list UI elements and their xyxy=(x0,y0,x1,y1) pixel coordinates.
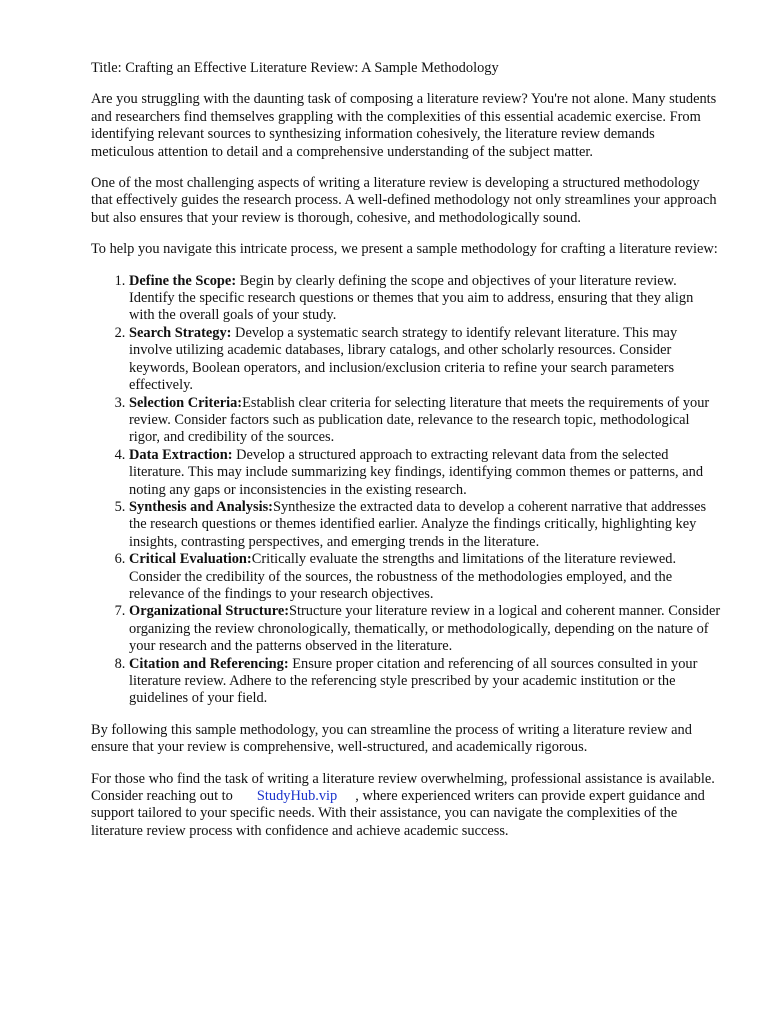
list-item xyxy=(129,325,721,395)
step-text: Synthesize the extracted data to develop a coherent narrative that addresses the research questions or themes identified earlier. Analyze the findings critically, highlighting key insights, contrasting perspectives, and emerging trends in the literature. xyxy=(129,498,707,550)
list-item xyxy=(129,656,721,708)
list-item xyxy=(129,499,721,551)
step-text: Establish clear criteria for selecting literature that meets the requirements of your review. Consider factors such as publication date, relevance to the research topic, methodological rigor, and credibility of the sources. xyxy=(129,394,710,446)
closing-text-after-link: , where experienced writers can provide expert guidance and support tailored to your specific needs. With their assistance, you can navigate the complexities of the literature review process with confidence and achieve academic success. xyxy=(91,788,705,839)
lead-in-paragraph: To help you navigate this intricate process, we present a sample methodology for crafting a literature review: xyxy=(91,241,718,258)
step-text: Critically evaluate the strengths and limitations of the literature reviewed. Consider the credibility of the sources, the robustness of the methodologies employed, and the relevance of the findings to your research objectives. xyxy=(129,551,677,602)
document-title: Title: Crafting an Effective Literature Review: A Sample Methodology xyxy=(91,60,499,76)
step-title: Citation and Referencing: xyxy=(129,655,289,672)
step-title: Data Extraction: xyxy=(129,446,233,463)
studyhub-link[interactable]: StudyHub.vip xyxy=(256,788,338,805)
conclusion-paragraph: By following this sample methodology, you can streamline the process of writing a literature review and ensure that your review is comprehensive, well-structured, and academically rigorous. xyxy=(91,721,692,756)
step-title: Synthesis and Analysis: xyxy=(129,498,273,515)
step-title: Selection Criteria: xyxy=(129,394,243,411)
methodology-steps-list xyxy=(91,273,721,708)
list-item xyxy=(129,447,721,499)
step-text: Develop a systematic search strategy to identify relevant literature. This may involve utilizing academic databases, library catalogs, and other scholarly resources. Consider keywords, Boolean operators, and inclusion/exclusion criteria to refine your search parameters effectively. xyxy=(129,324,678,394)
document-page xyxy=(91,60,721,854)
list-item xyxy=(129,273,721,325)
list-item xyxy=(129,551,721,603)
list-item xyxy=(129,603,721,655)
methodology-paragraph: One of the most challenging aspects of writing a literature review is developing a structured methodology that effectively guides the research process. A well-defined methodology not only streamlines your approach but also ensures that your review is thorough, cohesive, and methodologically sound. xyxy=(91,175,717,226)
step-title: Critical Evaluation: xyxy=(129,551,252,568)
step-title: Define the Scope: xyxy=(129,272,237,289)
step-title: Organizational Structure: xyxy=(129,603,290,620)
step-text: Structure your literature review in a logical and coherent manner. Consider organizing the review chronologically, thematically, or methodologically, depending on the nature of your research and the patterns observed in the literature. xyxy=(129,603,721,655)
step-text: Ensure proper citation and referencing of all sources consulted in your literature review. Adhere to the referencing style prescribed by your academic institution or the guidelines of your field. xyxy=(129,655,698,707)
step-text: Begin by clearly defining the scope and objectives of your literature review. Identify the specific research questions or themes that you aim to address, ensuring that they align with the overall goals of your study. xyxy=(129,272,694,324)
intro-paragraph: Are you struggling with the daunting task of composing a literature review? You're not alone. Many students and researchers find themselves grappling with the complexities of this essential academic exercise. From identifying relevant sources to synthesizing information cohesively, the literature review demands meticulous attention to detail and a comprehensive understanding of the subject matter. xyxy=(91,91,717,160)
step-title: Search Strategy: xyxy=(129,324,232,341)
closing-paragraph xyxy=(91,771,721,841)
closing-text-before-link: For those who find the task of writing a literature review overwhelming, professional assistance is available. Consider reaching out to xyxy=(91,770,715,805)
step-text: Develop a structured approach to extracting relevant data from the selected literature. This may include summarizing key findings, identifying common themes or patterns, and noting any gaps or inconsistencies in the existing research. xyxy=(129,446,704,498)
list-item xyxy=(129,395,721,447)
